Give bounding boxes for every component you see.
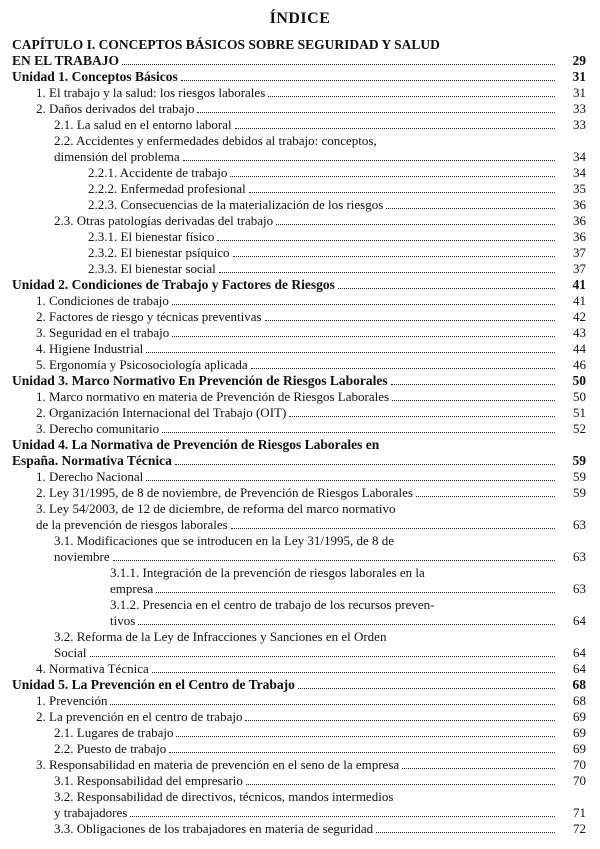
dot-leader xyxy=(156,588,555,593)
toc-entry xyxy=(12,293,586,309)
toc-entry-row xyxy=(12,309,586,325)
toc-entry-row xyxy=(12,149,586,165)
toc-entry xyxy=(12,661,586,677)
toc-entry-label: 4. Higiene Industrial xyxy=(36,341,144,356)
toc-page-number: 33 xyxy=(573,117,586,132)
toc-entry xyxy=(12,773,586,789)
toc-entry-row xyxy=(12,677,586,693)
toc-entry xyxy=(12,197,586,213)
dot-leader xyxy=(268,92,555,97)
toc-entry xyxy=(12,261,586,277)
toc-entry xyxy=(12,629,586,661)
toc-entry xyxy=(12,421,586,437)
toc-entry xyxy=(12,533,586,565)
toc-entry-line: 3.2. Responsabilidad de directivos, técnicos, mandos intermedios xyxy=(54,789,394,804)
toc-entry-row xyxy=(12,517,586,533)
toc-page-number: 68 xyxy=(572,677,586,692)
toc-entry xyxy=(12,469,586,485)
toc-entry-label: 2.2.1. Accidente de trabajo xyxy=(88,165,228,180)
dot-leader xyxy=(146,476,555,481)
dot-leader xyxy=(235,124,555,129)
toc-entry-row xyxy=(12,277,586,293)
dot-leader xyxy=(152,668,555,673)
toc-page-number: 43 xyxy=(573,325,586,340)
toc-entry-label: 2.3.3. El bienestar social xyxy=(88,261,216,276)
toc-entry xyxy=(12,485,586,501)
toc-entry xyxy=(12,501,586,533)
dot-leader xyxy=(146,348,555,353)
dot-leader xyxy=(113,556,555,561)
toc-page-number: 31 xyxy=(573,85,586,100)
toc-entry-label: Unidad 3. Marco Normativo En Prevención de Riesgos Laborales xyxy=(12,373,388,388)
toc-page-number: 31 xyxy=(572,69,586,84)
toc-entry-row xyxy=(12,693,586,709)
toc-entry-label: Unidad 2. Condiciones de Trabajo y Factores de Riesgos xyxy=(12,277,335,292)
toc-entry xyxy=(12,117,586,133)
toc-entry-line: Unidad 4. La Normativa de Prevención de Riesgos Laborales en xyxy=(12,437,380,452)
toc-entry-label: 2. Factores de riesgo y técnicas preventivas xyxy=(36,309,262,324)
dot-leader xyxy=(233,252,555,257)
toc-entry xyxy=(12,725,586,741)
toc-entry-row xyxy=(12,453,586,469)
toc-entry xyxy=(12,693,586,709)
toc-entry-label: 2.2.2. Enfermedad profesional xyxy=(88,181,246,196)
toc-entry xyxy=(12,245,586,261)
toc-entry-label: 2.1. Lugares de trabajo xyxy=(54,725,174,740)
toc-page-number: 64 xyxy=(573,661,586,676)
toc-entry-row xyxy=(12,421,586,437)
dot-leader xyxy=(176,732,555,737)
toc-entry xyxy=(12,181,586,197)
toc-entry-row xyxy=(12,357,586,373)
toc-entry-row xyxy=(12,549,586,565)
toc-page-number: 35 xyxy=(573,181,586,196)
toc-entry-label: 2.2.3. Consecuencias de la materialización de los riesgos xyxy=(88,197,384,212)
toc-entry-label: noviembre xyxy=(54,549,110,564)
toc-page-number: 69 xyxy=(573,709,586,724)
toc-page-number: 63 xyxy=(573,549,586,564)
toc-entry-label: 1. El trabajo y la salud: los riesgos laborales xyxy=(36,85,266,100)
toc-entry xyxy=(12,341,586,357)
toc-entry-row xyxy=(12,645,586,661)
dot-leader xyxy=(265,316,555,321)
toc-entry-row xyxy=(12,725,586,741)
toc-page-number: 42 xyxy=(573,309,586,324)
page-title: ÍNDICE xyxy=(269,10,331,27)
toc-page-number: 52 xyxy=(573,421,586,436)
toc-page-number: 36 xyxy=(573,197,586,212)
toc-entry-label: 2. Organización Internacional del Trabajo (OIT) xyxy=(36,405,287,420)
dot-leader xyxy=(217,236,555,241)
toc-entry-label: empresa xyxy=(110,581,154,596)
toc-entry xyxy=(12,85,586,101)
toc-entry-row xyxy=(12,165,586,181)
toc-entry-row xyxy=(12,581,586,597)
toc-entry xyxy=(12,373,586,389)
toc-entry xyxy=(12,405,586,421)
toc-entry xyxy=(12,101,586,117)
toc-entry xyxy=(12,789,586,821)
toc-entry-label: 1. Derecho Nacional xyxy=(36,469,144,484)
dot-leader xyxy=(402,764,555,769)
toc-entry-row xyxy=(12,69,586,85)
dot-leader xyxy=(289,412,555,417)
toc-page-number: 59 xyxy=(572,453,586,468)
toc-entry-row xyxy=(12,229,586,245)
toc-entry-label: 5. Ergonomía y Psicosociología aplicada xyxy=(36,357,248,372)
toc-page-number: 64 xyxy=(573,645,586,660)
dot-leader xyxy=(130,812,555,817)
dot-leader xyxy=(376,828,555,833)
toc-entry-row xyxy=(12,389,586,405)
toc-entry-row xyxy=(12,613,586,629)
toc-entry-label: España. Normativa Técnica xyxy=(12,453,172,468)
toc-entry-row xyxy=(12,325,586,341)
toc-entry xyxy=(12,213,586,229)
toc-entry-label: 1. Marco normativo en materia de Prevención de Riesgos Laborales xyxy=(36,389,390,404)
toc-entry-line: CAPÍTULO I. CONCEPTOS BÁSICOS SOBRE SEGURIDAD Y SALUD xyxy=(12,37,440,52)
dot-leader xyxy=(169,748,555,753)
dot-leader xyxy=(338,284,555,289)
toc-entry-label: 3.1. Responsabilidad del empresario xyxy=(54,773,243,788)
toc-entry-label: 2.3.2. El bienestar psíquico xyxy=(88,245,230,260)
toc-entry-label: 2.1. La salud en el entorno laboral xyxy=(54,117,232,132)
toc-page-number: 36 xyxy=(573,229,586,244)
toc-entry-label: 2.2. Puesto de trabajo xyxy=(54,741,167,756)
toc-entry-label: 3. Seguridad en el trabajo xyxy=(36,325,170,340)
dot-leader xyxy=(230,172,555,177)
toc-page-number: 64 xyxy=(573,613,586,628)
toc-entry-row xyxy=(12,85,586,101)
toc-entry-line: 3.2. Reforma de la Ley de Infracciones y Sanciones en el Orden xyxy=(54,629,387,644)
toc-entry xyxy=(12,565,586,597)
toc-entry-row xyxy=(12,341,586,357)
toc-entry xyxy=(12,741,586,757)
toc-entry xyxy=(12,37,586,69)
dot-leader xyxy=(219,268,555,273)
toc-entry-row xyxy=(12,805,586,821)
toc-page-number: 44 xyxy=(573,341,586,356)
toc-page-number: 71 xyxy=(573,805,586,820)
toc-page-number: 70 xyxy=(573,773,586,788)
toc-entry-label: Unidad 5. La Prevención en el Centro de Trabajo xyxy=(12,677,295,692)
toc-page-number: 69 xyxy=(573,741,586,756)
dot-leader xyxy=(249,188,555,193)
toc-entry-label: 2.3.1. El bienestar físico xyxy=(88,229,215,244)
toc-entry-label: 3.3. Obligaciones de los trabajadores en materia de seguridad xyxy=(54,821,374,836)
toc-entry xyxy=(12,597,586,629)
toc-page-number: 37 xyxy=(573,245,586,260)
toc-entry-label: y trabajadores xyxy=(54,805,128,820)
toc-page-number: 41 xyxy=(572,277,586,292)
toc-entry-label: 2.3. Otras patologías derivadas del trabajo xyxy=(54,213,274,228)
toc-entry-row xyxy=(12,709,586,725)
toc-page-number: 63 xyxy=(573,581,586,596)
dot-leader xyxy=(181,76,555,81)
dot-leader xyxy=(172,300,555,305)
toc-page-number: 59 xyxy=(573,485,586,500)
toc-entry-label: 4. Normativa Técnica xyxy=(36,661,149,676)
toc-entry-row xyxy=(12,181,586,197)
dot-leader xyxy=(122,60,555,65)
table-of-contents xyxy=(12,37,586,837)
toc-entry-label: 2. La prevención en el centro de trabajo xyxy=(36,709,243,724)
toc-entry-row xyxy=(12,197,586,213)
toc-entry-row xyxy=(12,101,586,117)
dot-leader xyxy=(231,524,555,529)
toc-entry-row xyxy=(12,261,586,277)
dot-leader xyxy=(276,220,555,225)
toc-entry-line: 3.1.1. Integración de la prevención de riesgos laborales en la xyxy=(110,565,425,580)
toc-page-number: 51 xyxy=(573,405,586,420)
toc-entry-row xyxy=(12,661,586,677)
toc-entry xyxy=(12,325,586,341)
toc-entry-row xyxy=(12,373,586,389)
toc-entry-row xyxy=(12,757,586,773)
toc-entry-row xyxy=(12,245,586,261)
dot-leader xyxy=(246,780,555,785)
toc-entry xyxy=(12,229,586,245)
toc-entry-row xyxy=(12,53,586,69)
toc-entry xyxy=(12,437,586,469)
dot-leader xyxy=(251,364,555,369)
toc-entry-row xyxy=(12,469,586,485)
dot-leader xyxy=(183,156,555,161)
toc-entry-label: 1. Prevención xyxy=(36,693,108,708)
toc-entry xyxy=(12,709,586,725)
dot-leader xyxy=(245,716,555,721)
toc-page-number: 29 xyxy=(572,53,586,68)
toc-page-number: 33 xyxy=(573,101,586,116)
toc-entry-row xyxy=(12,293,586,309)
toc-entry-label: 2. Ley 31/1995, de 8 de noviembre, de Prevención de Riesgos Laborales xyxy=(36,485,413,500)
toc-entry xyxy=(12,677,586,693)
toc-entry-row xyxy=(12,405,586,421)
toc-entry xyxy=(12,757,586,773)
toc-entry-label: de la prevención de riesgos laborales xyxy=(36,517,228,532)
toc-entry xyxy=(12,277,586,293)
toc-entry xyxy=(12,357,586,373)
toc-entry-label: Social xyxy=(54,645,87,660)
toc-entry xyxy=(12,69,586,85)
toc-entry-label: 2. Daños derivados del trabajo xyxy=(36,101,195,116)
toc-entry-label: Unidad 1. Conceptos Básicos xyxy=(12,69,178,84)
toc-entry xyxy=(12,133,586,165)
toc-entry-label: dimensión del problema xyxy=(54,149,180,164)
toc-entry-row xyxy=(12,741,586,757)
toc-page-number: 69 xyxy=(573,725,586,740)
toc-entry-row xyxy=(12,773,586,789)
toc-page-number: 37 xyxy=(573,261,586,276)
toc-entry-label: tivos xyxy=(110,613,136,628)
toc-entry-line: 3.1.2. Presencia en el centro de trabajo de los recursos preven- xyxy=(110,597,435,612)
dot-leader xyxy=(391,380,555,385)
toc-entry-label: 3. Responsabilidad en materia de prevención en el seno de la empresa xyxy=(36,757,400,772)
toc-entry-row xyxy=(12,485,586,501)
toc-page-number: 50 xyxy=(572,373,586,388)
dot-leader xyxy=(392,396,555,401)
toc-entry-row xyxy=(12,821,586,837)
toc-entry-row xyxy=(12,117,586,133)
toc-entry xyxy=(12,389,586,405)
dot-leader xyxy=(416,492,555,497)
toc-page-number: 68 xyxy=(573,693,586,708)
dot-leader xyxy=(175,460,555,465)
toc-entry-label: 3. Derecho comunitario xyxy=(36,421,160,436)
toc-entry xyxy=(12,165,586,181)
toc-page-number: 34 xyxy=(573,149,586,164)
toc-entry-label: 1. Condiciones de trabajo xyxy=(36,293,169,308)
toc-entry-line: 3.1. Modificaciones que se introducen en la Ley 31/1995, de 8 de xyxy=(54,533,395,548)
dot-leader xyxy=(162,428,555,433)
toc-page-number: 72 xyxy=(573,821,586,836)
toc-page-number: 41 xyxy=(573,293,586,308)
toc-entry-line: 2.2. Accidentes y enfermedades debidos al trabajo: conceptos, xyxy=(54,133,377,148)
dot-leader xyxy=(298,684,555,689)
toc-entry-row xyxy=(12,213,586,229)
toc-entry xyxy=(12,821,586,837)
toc-page-number: 36 xyxy=(573,213,586,228)
toc-page-number: 59 xyxy=(573,469,586,484)
toc-page-number: 50 xyxy=(573,389,586,404)
toc-page-number: 46 xyxy=(573,357,586,372)
dot-leader xyxy=(172,332,555,337)
toc-page-number: 70 xyxy=(573,757,586,772)
dot-leader xyxy=(110,700,555,705)
toc-entry xyxy=(12,309,586,325)
toc-entry-label: EN EL TRABAJO xyxy=(12,53,120,68)
dot-leader xyxy=(386,204,555,209)
toc-page-number: 34 xyxy=(573,165,586,180)
toc-entry-line: 3. Ley 54/2003, de 12 de diciembre, de reforma del marco normativo xyxy=(36,501,396,516)
dot-leader xyxy=(197,108,555,113)
toc-page-number: 63 xyxy=(573,517,586,532)
dot-leader xyxy=(90,652,556,657)
dot-leader xyxy=(138,620,555,625)
